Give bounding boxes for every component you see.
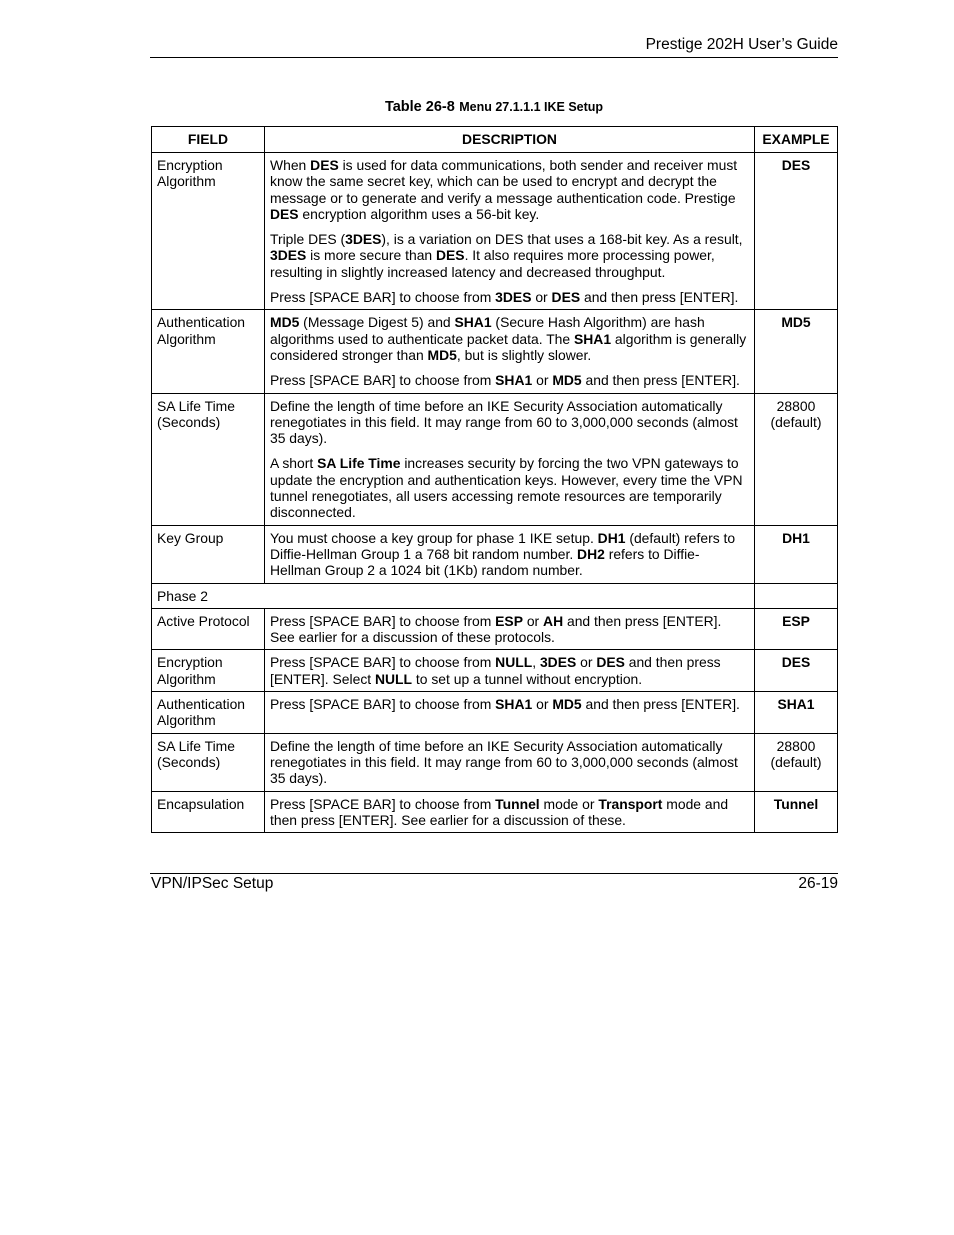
description-cell [265,393,755,525]
example-cell: DH1 [755,525,838,583]
field-cell: Encryption Algorithm [152,153,265,310]
text-run: encryption algorithm uses a 56-bit key. [298,205,540,222]
field-cell: Key Group [152,525,265,583]
bold-term: MD5 [552,372,582,389]
field-cell: Active Protocol [152,608,265,650]
text-run: or [531,289,552,306]
bold-term: MD5 [552,696,582,713]
text-run: Define the length of time before an IKE Security Association automatically renegotiates in this field. It may range from 60 to 3,000,000 seconds (almost 35 days). [270,737,738,787]
text-run: and then press [ENTER]. [581,696,740,713]
description-paragraph [270,157,749,222]
table-row [152,608,838,650]
bold-term: SHA1 [495,696,533,713]
example-cell: Tunnel [755,791,838,833]
text-run: or [532,372,553,389]
text-run: Press [SPACE BAR] to choose from [270,372,496,389]
table-row [152,153,838,310]
text-run: (Message Digest 5) and [299,314,455,331]
text-run: and then press [ENTER]. [580,289,739,306]
description-paragraph [270,455,749,520]
text-run: Press [SPACE BAR] to choose from [270,795,496,812]
header-rule [150,57,838,58]
example-cell: MD5 [755,310,838,393]
table-row [152,525,838,583]
footer-section: VPN/IPSec Setup [151,875,274,892]
text-run: You must choose a key group for phase 1 IKE setup. [270,529,598,546]
table-header-row [152,127,838,153]
bold-term: DES [270,205,299,222]
example-cell: ESP [755,608,838,650]
bold-term: DES [310,157,339,173]
bold-term: MD5 [427,346,457,363]
text-run: , but is slightly slower. [456,346,592,363]
field-cell: Encapsulation [152,791,265,833]
description-paragraph [270,530,749,579]
text-run: and then press [ENTER]. See earlier for a discussion of these protocols. [270,612,722,646]
description-cell [265,310,755,393]
text-run: (default) refers to Diffie-Hellman Group 1 a 768 bit random number. [270,529,736,562]
bold-term: NULL [495,654,533,671]
text-run: , [532,654,540,671]
bold-term: Tunnel [495,795,540,812]
bold-term: 3DES [270,247,307,264]
text-run: When [270,157,311,173]
example-cell: 28800 (default) [755,393,838,525]
description-cell [265,692,755,734]
text-run: or [576,654,597,671]
bold-term: SA Life Time [317,455,401,472]
field-cell: Authentication Algorithm [152,692,265,734]
text-run: or [522,612,544,629]
table-title: Menu 27.1.1.1 IKE Setup [459,100,604,114]
page-number: 26-19 [798,875,838,892]
text-run: Press [SPACE BAR] to choose from [270,696,496,713]
description-paragraph [270,398,749,447]
section-example-cell [755,583,838,608]
section-row [152,583,838,608]
text-run: and then press [ENTER]. [581,372,740,389]
field-cell: SA Life Time (Seconds) [152,733,265,791]
field-cell: SA Life Time (Seconds) [152,393,265,525]
description-cell [265,733,755,791]
description-paragraph [270,289,749,305]
text-run: Press [SPACE BAR] to choose from [270,289,496,306]
text-run: A short [270,455,318,472]
bold-term: 3DES [495,289,532,306]
bold-term: DES [436,247,465,264]
bold-term: SHA1 [495,372,533,389]
text-run: (Secure Hash Algorithm) are hash algorithms used to authenticate packet data. The [270,314,705,347]
field-header: FIELD [152,127,265,153]
text-run: mode or [539,795,599,812]
description-cell [265,791,755,833]
table-row [152,310,838,393]
text-run: to set up a tunnel without encryption. [412,670,643,687]
example-cell: SHA1 [755,692,838,734]
description-paragraph [270,654,749,687]
bold-term: DH1 [597,529,626,546]
text-run: is more secure than [306,247,436,264]
example-header: EXAMPLE [755,127,838,153]
bold-term: Transport [598,795,663,812]
text-run: refers to Diffie-Hellman Group 2 a 1024 bit (1Kb) random number. [270,545,700,579]
text-run: increases security by forcing the two VPN gateways to update the encryption and authentication keys. However, every time the VPN tunnel renegotiates, all users accessing remote resources are temporarily disconnected. [270,455,743,521]
bold-term: 3DES [539,654,577,671]
description-paragraph [270,372,749,388]
description-header: DESCRIPTION [265,127,755,153]
footer-rule [150,873,838,874]
bold-term: SHA1 [574,330,612,347]
text-run: Press [SPACE BAR] to choose from [270,612,496,629]
description-cell [265,608,755,650]
example-cell: 28800 (default) [755,733,838,791]
description-paragraph [270,314,749,363]
description-paragraph [270,696,749,712]
text-run: algorithm is generally considered stronger than [270,330,747,363]
text-run: Triple DES ( [270,231,346,248]
table-number: Table 26-8 [384,99,455,115]
example-cell: DES [755,650,838,692]
text-run: is used for data communications, both sender and receiver must know the same secret key, which can be used to encrypt and decrypt the message or to generate and verify a message authentication code. Prestige [270,157,738,206]
description-paragraph [270,738,749,787]
bold-term: SHA1 [454,314,492,331]
table-row [152,791,838,833]
bold-term: MD5 [270,314,300,331]
field-cell: Encryption Algorithm [152,650,265,692]
bold-term: ESP [495,612,523,629]
field-cell: Authentication Algorithm [152,310,265,393]
description-paragraph [270,613,749,646]
text-run: ), is a variation on DES that uses a 168-bit key. As a result, [381,231,743,248]
example-cell: DES [755,153,838,310]
table-row [152,692,838,734]
table-body [152,153,838,833]
text-run: mode and then press [ENTER]. See earlier for a discussion of these. [270,795,729,828]
text-run: . It also requires more processing power, resulting in slightly increased latency and decreased throughput. [270,247,715,280]
bold-term: DH2 [577,545,605,562]
table-caption [150,98,838,116]
description-cell [265,525,755,583]
table-row [152,733,838,791]
text-run: and then press [ENTER]. Select [270,654,721,687]
bold-term: DES [551,289,581,306]
description-cell [265,153,755,310]
text-run: Define the length of time before an IKE Security Association automatically renegotiates in this field. It may range from 60 to 3,000,000 seconds (almost 35 days). [270,397,738,447]
bold-term: DES [596,654,625,671]
text-run: or [532,696,553,713]
description-paragraph [270,231,749,280]
bold-term: 3DES [345,231,382,248]
description-cell [265,650,755,692]
text-run: Press [SPACE BAR] to choose from [270,654,496,671]
bold-term: AH [543,612,564,629]
table-row [152,393,838,525]
running-header: Prestige 202H User’s Guide [645,36,838,53]
description-paragraph [270,796,749,829]
table-row [152,650,838,692]
section-label: Phase 2 [152,583,755,608]
bold-term: NULL [374,670,413,687]
ike-setup-table [151,126,838,833]
